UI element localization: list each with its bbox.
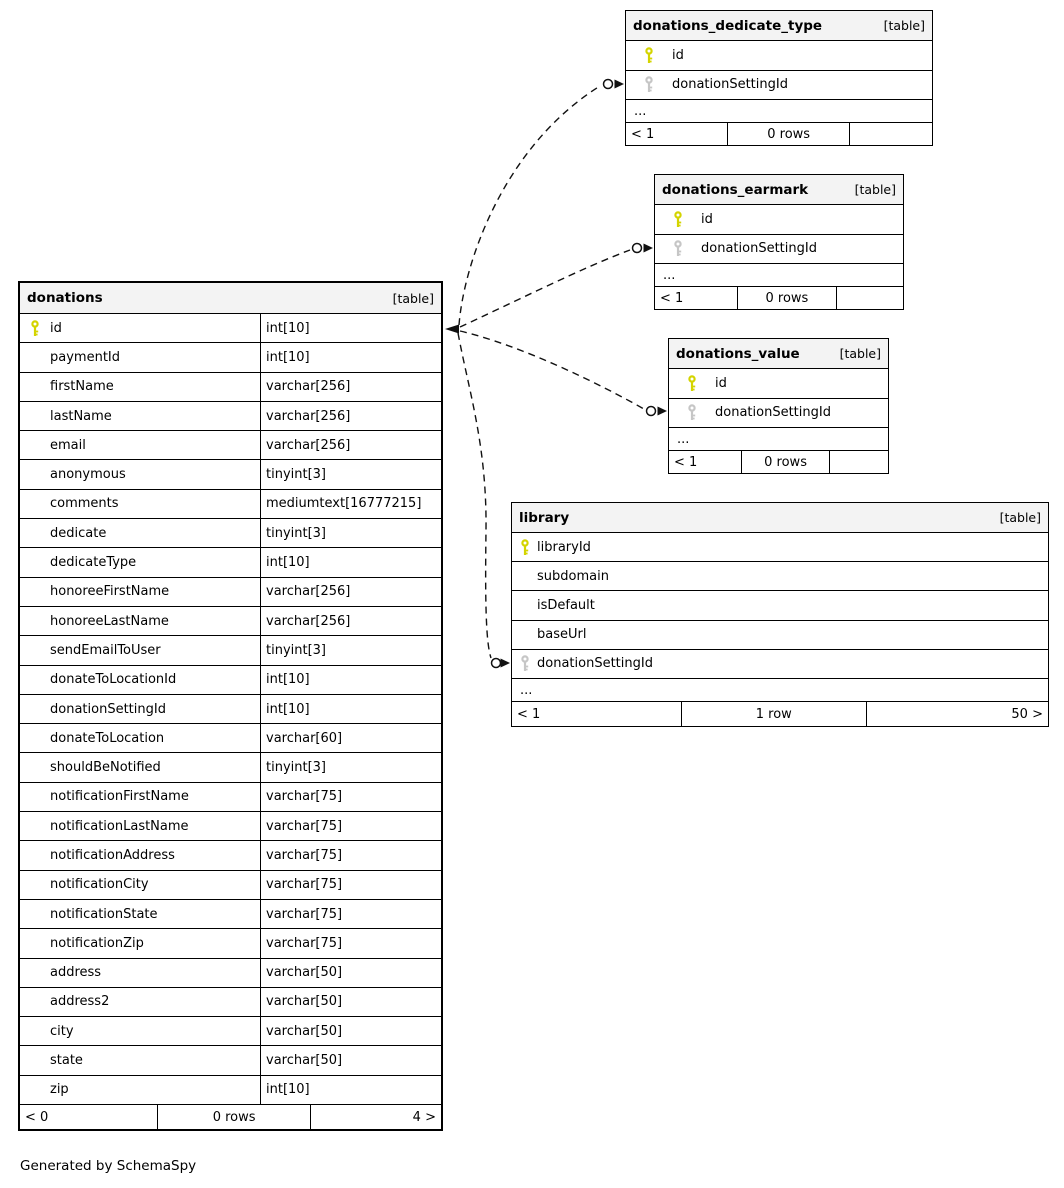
hidden-columns-ellipsis: ...	[626, 100, 932, 123]
column-name: donationSettingId	[537, 656, 653, 672]
no-key-spacer	[20, 519, 50, 547]
table-rows	[626, 41, 932, 100]
table-row	[20, 373, 441, 402]
column-name: address2	[50, 994, 110, 1010]
table-footer	[512, 702, 1048, 726]
no-key-spacer	[20, 959, 50, 987]
column-type: varchar[75]	[260, 812, 441, 840]
column-name: isDefault	[537, 598, 595, 613]
column-name: libraryId	[537, 539, 591, 555]
footer-parents-count	[849, 123, 932, 145]
table-footer	[655, 287, 903, 309]
relationship-line	[460, 250, 630, 327]
footer-parents-count	[829, 451, 888, 473]
table-row	[20, 783, 441, 812]
column-name: donateToLocationId	[50, 672, 177, 688]
table-footer	[626, 123, 932, 145]
footer-parents-count: 50 >	[866, 702, 1048, 726]
column-name: notificationFirstName	[50, 789, 189, 805]
no-key-spacer	[20, 343, 50, 371]
column-name: sendEmailToUser	[50, 642, 161, 658]
primary-key-icon	[512, 533, 537, 561]
column-type: varchar[256]	[260, 607, 441, 635]
column-name: comments	[50, 496, 119, 512]
table-row	[655, 235, 903, 265]
table-donations	[18, 281, 443, 1131]
no-key-spacer	[20, 812, 50, 840]
table-rows	[20, 314, 441, 1105]
table-rows	[669, 369, 888, 428]
column-name: donationSettingId	[701, 241, 817, 257]
column-name: city	[50, 1023, 74, 1039]
column-name: honoreeLastName	[50, 613, 169, 629]
footer-children-count: < 0	[25, 1109, 49, 1125]
zero-or-one-circle	[604, 80, 613, 89]
parent-arrowhead	[445, 325, 459, 334]
child-arrowhead	[644, 244, 654, 253]
no-key-spacer	[20, 988, 50, 1016]
footer-row-count: 0 rows	[737, 287, 836, 309]
table-row	[512, 562, 1048, 591]
column-type: int[10]	[260, 666, 441, 694]
table-header[interactable]	[512, 503, 1048, 533]
hidden-columns-ellipsis: ...	[512, 679, 1048, 702]
no-key-spacer	[20, 490, 50, 518]
table-library	[511, 502, 1049, 727]
footer-children-count: < 1	[674, 454, 698, 470]
table-header[interactable]	[669, 339, 888, 369]
column-type: int[10]	[260, 1076, 441, 1104]
column-type: varchar[50]	[260, 1017, 441, 1045]
table-row	[20, 519, 441, 548]
column-name: donationSettingId	[50, 701, 166, 717]
footer-parents-count	[836, 287, 903, 309]
hidden-columns-ellipsis: ...	[655, 264, 903, 287]
no-key-spacer	[20, 724, 50, 752]
table-footer	[669, 451, 888, 473]
no-key-spacer	[20, 1017, 50, 1045]
column-name: address	[50, 965, 102, 981]
table-row	[20, 548, 441, 577]
column-name: dedicate	[50, 525, 107, 541]
column-name: id	[701, 211, 713, 227]
table-title[interactable]: donations_value	[676, 345, 800, 362]
no-key-spacer	[512, 591, 537, 619]
relationship-line	[459, 86, 600, 325]
no-key-spacer	[20, 695, 50, 723]
table-row	[669, 399, 888, 429]
column-type: varchar[75]	[260, 783, 441, 811]
table-rows	[512, 533, 1048, 679]
table-row	[20, 314, 441, 343]
column-type: varchar[256]	[260, 431, 441, 459]
column-type: varchar[75]	[260, 929, 441, 957]
table-row	[20, 1046, 441, 1075]
table-row	[20, 402, 441, 431]
table-row	[20, 841, 441, 870]
no-key-spacer	[20, 666, 50, 694]
no-key-spacer	[20, 783, 50, 811]
column-type: varchar[256]	[260, 373, 441, 401]
column-name: donationSettingId	[672, 77, 788, 93]
foreign-key-icon	[626, 71, 672, 100]
footer-children-count: < 1	[631, 126, 655, 142]
footer-row-count: 0 rows	[741, 451, 829, 473]
no-key-spacer	[20, 753, 50, 781]
child-arrowhead	[658, 407, 668, 416]
table-donations-earmark	[654, 174, 904, 310]
table-title[interactable]: donations_earmark	[662, 181, 809, 198]
table-row	[20, 959, 441, 988]
column-type: varchar[75]	[260, 871, 441, 899]
column-type: int[10]	[260, 548, 441, 576]
table-row	[20, 900, 441, 929]
foreign-key-icon	[512, 650, 537, 678]
column-name: anonymous	[50, 467, 126, 483]
zero-or-one-circle	[647, 407, 656, 416]
table-donations-value	[668, 338, 889, 474]
no-key-spacer	[20, 636, 50, 664]
table-row	[512, 591, 1048, 620]
footer-row-count: 1 row	[681, 702, 866, 726]
generator-note: Generated by SchemaSpy	[20, 1158, 197, 1174]
table-title[interactable]: donations_dedicate_type	[633, 17, 823, 34]
no-key-spacer	[20, 402, 50, 430]
footer-parents-count: 4 >	[310, 1105, 441, 1129]
child-arrowhead	[501, 659, 511, 668]
table-row	[20, 929, 441, 958]
foreign-key-icon	[669, 399, 715, 428]
table-type-badge: [table]	[854, 182, 896, 197]
no-key-spacer	[512, 621, 537, 649]
column-type: varchar[256]	[260, 402, 441, 430]
column-type: mediumtext[16777215]	[260, 490, 441, 518]
footer-children-count: < 1	[660, 290, 684, 306]
zero-or-one-circle	[633, 244, 642, 253]
column-type: varchar[75]	[260, 900, 441, 928]
table-row	[20, 490, 441, 519]
column-name: subdomain	[537, 568, 609, 584]
column-type: int[10]	[260, 343, 441, 371]
column-name: donateToLocation	[50, 730, 165, 746]
table-row	[20, 988, 441, 1017]
table-row	[20, 724, 441, 753]
column-name: notificationLastName	[50, 818, 189, 834]
column-type: int[10]	[260, 314, 441, 342]
footer-row-count: 0 rows	[727, 123, 849, 145]
column-type: tinyint[3]	[260, 460, 441, 488]
table-type-badge: [table]	[839, 346, 881, 361]
table-row	[20, 695, 441, 724]
no-key-spacer	[20, 431, 50, 459]
column-type: tinyint[3]	[260, 519, 441, 547]
column-name: id	[715, 375, 727, 391]
column-name: shouldBeNotified	[50, 760, 161, 776]
table-type-badge: [table]	[392, 290, 434, 306]
no-key-spacer	[20, 871, 50, 899]
column-type: int[10]	[260, 695, 441, 723]
primary-key-icon	[655, 205, 701, 234]
table-footer	[20, 1105, 441, 1129]
column-name: id	[50, 320, 62, 336]
no-key-spacer	[20, 607, 50, 635]
column-name: firstName	[50, 379, 114, 395]
column-name: notificationZip	[50, 935, 144, 951]
table-row	[20, 1076, 441, 1105]
table-row	[20, 431, 441, 460]
table-type-badge: [table]	[883, 18, 925, 33]
column-name: baseUrl	[537, 627, 587, 643]
table-row	[626, 71, 932, 101]
table-title[interactable]: library	[519, 509, 570, 526]
column-name: notificationCity	[50, 877, 149, 893]
table-title[interactable]: donations	[27, 290, 103, 306]
no-key-spacer	[20, 373, 50, 401]
table-row	[512, 533, 1048, 562]
table-row	[669, 369, 888, 399]
hidden-columns-ellipsis: ...	[669, 428, 888, 451]
column-type: varchar[75]	[260, 841, 441, 869]
relationship-line	[460, 331, 644, 409]
table-header[interactable]	[655, 175, 903, 205]
table-row	[20, 812, 441, 841]
table-row	[20, 666, 441, 695]
column-name: notificationAddress	[50, 847, 175, 863]
table-row	[20, 753, 441, 782]
zero-or-one-circle	[492, 659, 501, 668]
footer-row-count: 0 rows	[157, 1105, 311, 1129]
no-key-spacer	[20, 900, 50, 928]
column-type: tinyint[3]	[260, 753, 441, 781]
column-type: varchar[60]	[260, 724, 441, 752]
table-row	[20, 460, 441, 489]
relationship-line	[458, 333, 491, 658]
table-header[interactable]	[626, 11, 932, 41]
no-key-spacer	[20, 460, 50, 488]
no-key-spacer	[20, 548, 50, 576]
table-row	[20, 1017, 441, 1046]
column-type: tinyint[3]	[260, 636, 441, 664]
no-key-spacer	[20, 841, 50, 869]
table-rows	[655, 205, 903, 264]
table-row	[20, 578, 441, 607]
table-row	[626, 41, 932, 71]
no-key-spacer	[512, 562, 537, 590]
column-name: id	[672, 47, 684, 63]
column-type: varchar[50]	[260, 988, 441, 1016]
column-name: paymentId	[50, 349, 120, 365]
column-name: donationSettingId	[715, 405, 831, 421]
column-name: lastName	[50, 408, 112, 424]
no-key-spacer	[20, 1046, 50, 1074]
table-type-badge: [table]	[999, 510, 1041, 525]
table-row	[20, 343, 441, 372]
no-key-spacer	[20, 1076, 50, 1104]
table-row	[512, 621, 1048, 650]
table-row	[512, 650, 1048, 679]
column-name: zip	[50, 1082, 69, 1098]
foreign-key-icon	[655, 235, 701, 264]
child-arrowhead	[615, 80, 625, 89]
table-row	[655, 205, 903, 235]
column-type: varchar[50]	[260, 959, 441, 987]
primary-key-icon	[626, 41, 672, 70]
primary-key-icon	[669, 369, 715, 398]
table-header[interactable]	[20, 283, 441, 314]
column-type: varchar[50]	[260, 1046, 441, 1074]
table-row	[20, 636, 441, 665]
column-name: honoreeFirstName	[50, 584, 170, 600]
column-type: varchar[256]	[260, 578, 441, 606]
table-row	[20, 607, 441, 636]
no-key-spacer	[20, 929, 50, 957]
column-name: notificationState	[50, 906, 158, 922]
table-row	[20, 871, 441, 900]
column-name: dedicateType	[50, 555, 137, 571]
column-name: state	[50, 1053, 83, 1069]
primary-key-icon	[20, 314, 50, 342]
table-donations-dedicate-type	[625, 10, 933, 146]
footer-children-count: < 1	[517, 706, 541, 722]
no-key-spacer	[20, 578, 50, 606]
column-name: email	[50, 437, 86, 453]
